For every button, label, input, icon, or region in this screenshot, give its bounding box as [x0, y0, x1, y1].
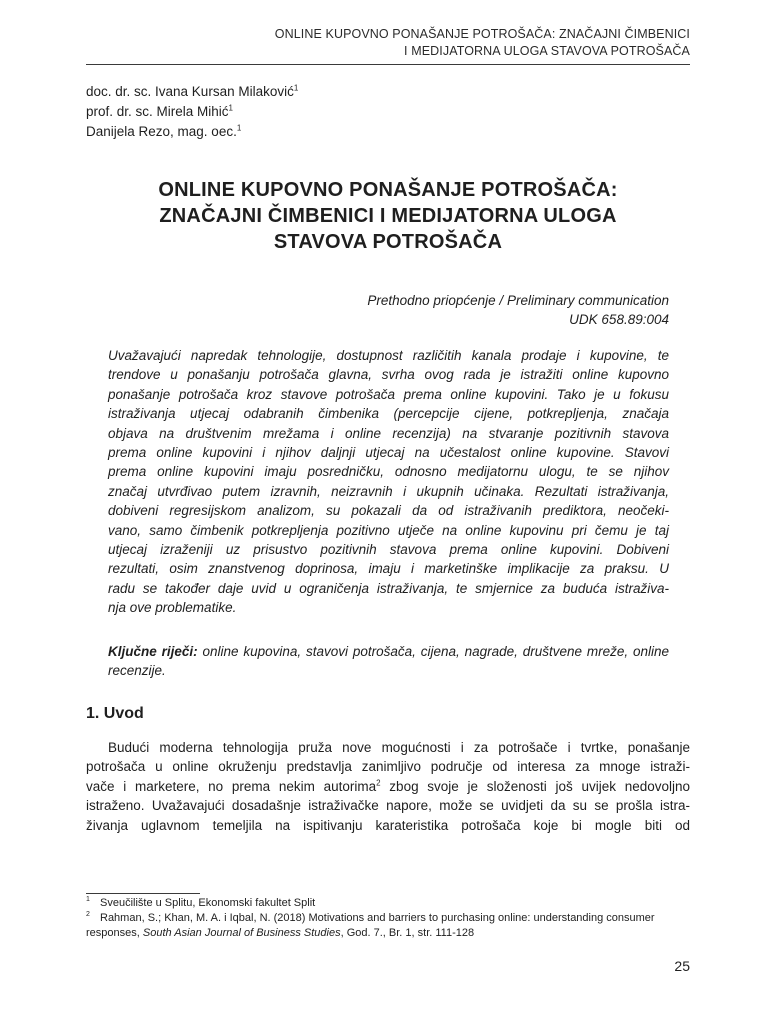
running-header-line-1: ONLINE KUPOVNO PONAŠANJE POTROŠAČA: ZNAČAJNI ČIMBENICI — [274, 27, 690, 41]
body-line: istraženo. Uvažavajući dosadašnje istraživačke napore, može se uvidjeti da su se prošla istra- — [86, 798, 690, 814]
keywords-label: Ključne riječi: — [108, 644, 198, 659]
abstract-line: nja ove problematike. — [108, 600, 237, 616]
paper-title — [86, 177, 690, 255]
body-line: vače i marketere, no prema nekim autorima$^2$ zbog svoje je složenosti još uvijek nedovoljno — [86, 778, 690, 794]
title-line-1: ONLINE KUPOVNO PONAŠANJE POTROŠAČA: — [158, 179, 618, 201]
header-divider — [86, 64, 690, 65]
keywords — [108, 642, 669, 681]
abstract-line: rezultati, osim znanstvenog doprinosa, imaju i marketinške implikacije za praksu. U — [108, 561, 669, 577]
keywords-text: online kupovina, stavovi potrošača, cijena, nagrade, društvene mreže, online recenzije. — [108, 644, 669, 679]
footnote-2-continued: responses, South Asian Journal of Business Studies, God. 7., Br. 1, str. 111-128 — [86, 927, 475, 939]
abstract-line: objava na društvenim mrežama i online recenzija) na stvaranje pozitivnih stavova — [108, 425, 669, 441]
abstract-line: trendove u ponašanju potrošača glavna, svrha ovog rada je istražiti online kupovno — [108, 367, 669, 383]
abstract-line: ponašanje potrošača kroz stavove potrošača prema online kupovini. Tako je u fokusu — [108, 386, 669, 402]
paper-type: Prethodno priopćenje / Preliminary communication — [367, 293, 669, 308]
section-heading: 1. Uvod — [86, 705, 144, 722]
abstract-line: utjecaj izraženiji uz prisustvo pozitivnih stavova prema online kupovini. Dobiveni — [108, 542, 669, 558]
footnote-ref: 2 — [376, 778, 381, 788]
abstract-line: Uvažavajući napredak tehnologije, dostupnost različitih kanala prodaje i kupovine, te — [108, 348, 669, 363]
running-header — [275, 26, 690, 60]
abstract-line: prema online kupovini i njihov daljnji utjecaj na učestalost online kupovine. Stavovi — [108, 445, 669, 461]
body-paragraph — [86, 738, 690, 835]
title-line-2: ZNAČAJNI ČIMBENICI I MEDIJATORNA ULOGA — [159, 205, 617, 227]
abstract-line: istraživanja utjecaj odabranih čimbenika (percepcije cijene, potkrepljenja, značaja — [108, 406, 669, 422]
journal-title: South Asian Journal of Business Studies — [142, 927, 341, 939]
footnote-1: $^1$ Sveučilište u Splitu, Ekonomski fakultet Split — [86, 896, 316, 909]
title-line-3: STAVOVA POTROŠAČA — [273, 231, 503, 253]
author-2: prof. dr. sc. Mirela Mihić$^1$ — [86, 103, 233, 119]
author-list — [86, 82, 298, 142]
abstract-line: dobiveni regresijskom analizom, su pokazali da od istraživanih prediktora, neočeki- — [108, 503, 669, 519]
body-line: živanja uglavnom temeljila na ispitivanju karateristika potrošača koje bi mogle biti od — [86, 817, 690, 833]
abstract-line: prema online kupovini imaju posredničku, odnosno medijatornu ulogu, te se njihov — [108, 464, 669, 480]
running-header-line-2: I MEDIJATORNA ULOGA STAVOVA POTROŠAČA — [404, 44, 690, 58]
udk-code: UDK 658.89:004 — [569, 312, 669, 327]
footnote-2: $^2$ Rahman, S.; Khan, M. A. i Iqbal, N. (2018) Motivations and barriers to purchasing online: understanding consumer — [86, 911, 655, 924]
footnote-divider — [86, 893, 200, 894]
author-1: doc. dr. sc. Ivana Kursan Milaković$^1$ — [86, 83, 299, 99]
author-3: Danijela Rezo, mag. oec.$^1$ — [86, 123, 242, 139]
body-line: potrošača u online okruženju predstavlja zanimljivo područje od interesa za mnoge istraži- — [86, 759, 690, 775]
page-number: 25 — [674, 958, 690, 974]
paper-classification — [367, 291, 669, 329]
abstract-line: vano, samo čimbenik potkrepljenja pozitivno utječe na online kupovinu pri čemu je taj — [108, 522, 669, 538]
abstract — [108, 346, 669, 618]
footnotes — [86, 896, 690, 941]
abstract-line: značaj utvrđivao putem izravnih, neizravnih i ukupnih učinaka. Rezultati istraživanja, — [108, 483, 669, 499]
abstract-line: radu se također daje uvid u ograničenja istraživanja, te smjernice za buduća istraživa- — [108, 580, 669, 596]
body-line: Budući moderna tehnologija pruža nove mogućnosti i za potrošače i tvrtke, ponašanje — [108, 740, 690, 755]
